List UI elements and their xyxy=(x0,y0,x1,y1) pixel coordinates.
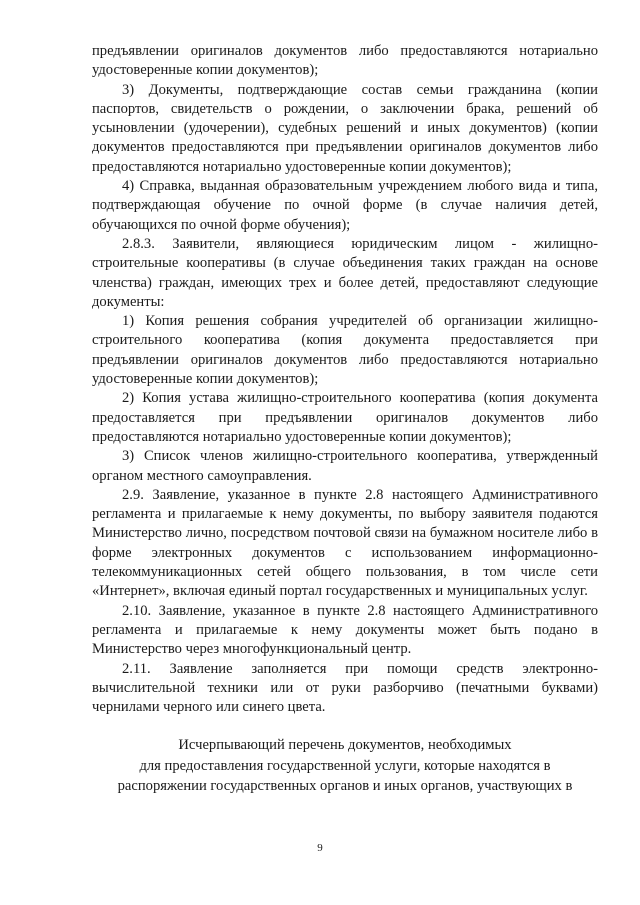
paragraph-2-10: 2.10. Заявление, указанное в пункте 2.8 настоящего Административного регламента и прилагаемые к нему документы может быть подано в Министерство через многофункциональный центр. xyxy=(92,602,598,658)
paragraph-2-9: 2.9. Заявление, указанное в пункте 2.8 настоящего Административного регламента и прилагаемые к нему документы, по выбору заявителя подаются Министерство лично, посредством почтовой связи на бумажном носителе либо в форме электронных документов с использованием информационно-телекоммуникационных сетей общего пользования, в том числе сети «Интернет», включая единый портал государственных и муниципальных услуг. xyxy=(92,486,598,600)
paragraph-item-1-founders-decision: 1) Копия решения собрания учредителей об организации жилищно-строительного кооператива (копия документа предоставляется при предъявлении оригиналов документов либо предоставляются нотариально удостоверенные копии документов); xyxy=(92,313,598,388)
paragraph-continuation: предъявлении оригиналов документов либо предоставляются нотариально удостоверенные копии документов); xyxy=(92,43,598,79)
paragraph-item-3-members-list: 3) Список членов жилищно-строительного кооператива, утвержденный органом местного самоуправления. xyxy=(92,448,598,484)
paragraph-item-2-charter-copy: 2) Копия устава жилищно-строительного кооператива (копия документа предоставляется при предъявлении оригиналов документов либо предоставляются нотариально удостоверенные копии документов); xyxy=(92,390,598,445)
paragraph-2-11: 2.11. Заявление заполняется при помощи средств электронно-вычислительной техники или от руки разборчиво (печатными буквами) чернилами черного или синего цвета. xyxy=(92,660,598,716)
paragraph-2-8-3: 2.8.3. Заявители, являющиеся юридическим лицом - жилищно-строительные кооперативы (в случае объединения таких граждан на основе членства) граждан, имеющих трех и более детей, предоставляют следующие документы: xyxy=(92,235,598,310)
document-body xyxy=(92,42,598,797)
section-heading-line-3: распоряжении государственных органов и иных органов, участвующих в xyxy=(117,778,573,795)
section-heading-line-1: Исчерпывающий перечень документов, необходимых xyxy=(178,737,512,754)
section-heading xyxy=(92,735,598,797)
paragraph-item-4-education-certificate: 4) Справка, выданная образовательным учреждением любого вида и типа, подтверждающая обучение по очной форме (в случае наличия детей, обучающихся по очной форме обучения); xyxy=(92,178,598,233)
paragraph-item-3-family-documents: 3) Документы, подтверждающие состав семьи гражданина (копии паспортов, свидетельств о рождении, о заключении брака, решений об усыновлении (удочерении), судебных решений и иных документов) (копии документов предоставляются при предъявлении оригиналов документов либо предоставляются нотариально удостоверенные копии документов); xyxy=(92,81,598,175)
section-heading-line-2: для предоставления государственной услуги, которые находятся в xyxy=(139,757,551,774)
page-number: 9 xyxy=(317,842,323,854)
